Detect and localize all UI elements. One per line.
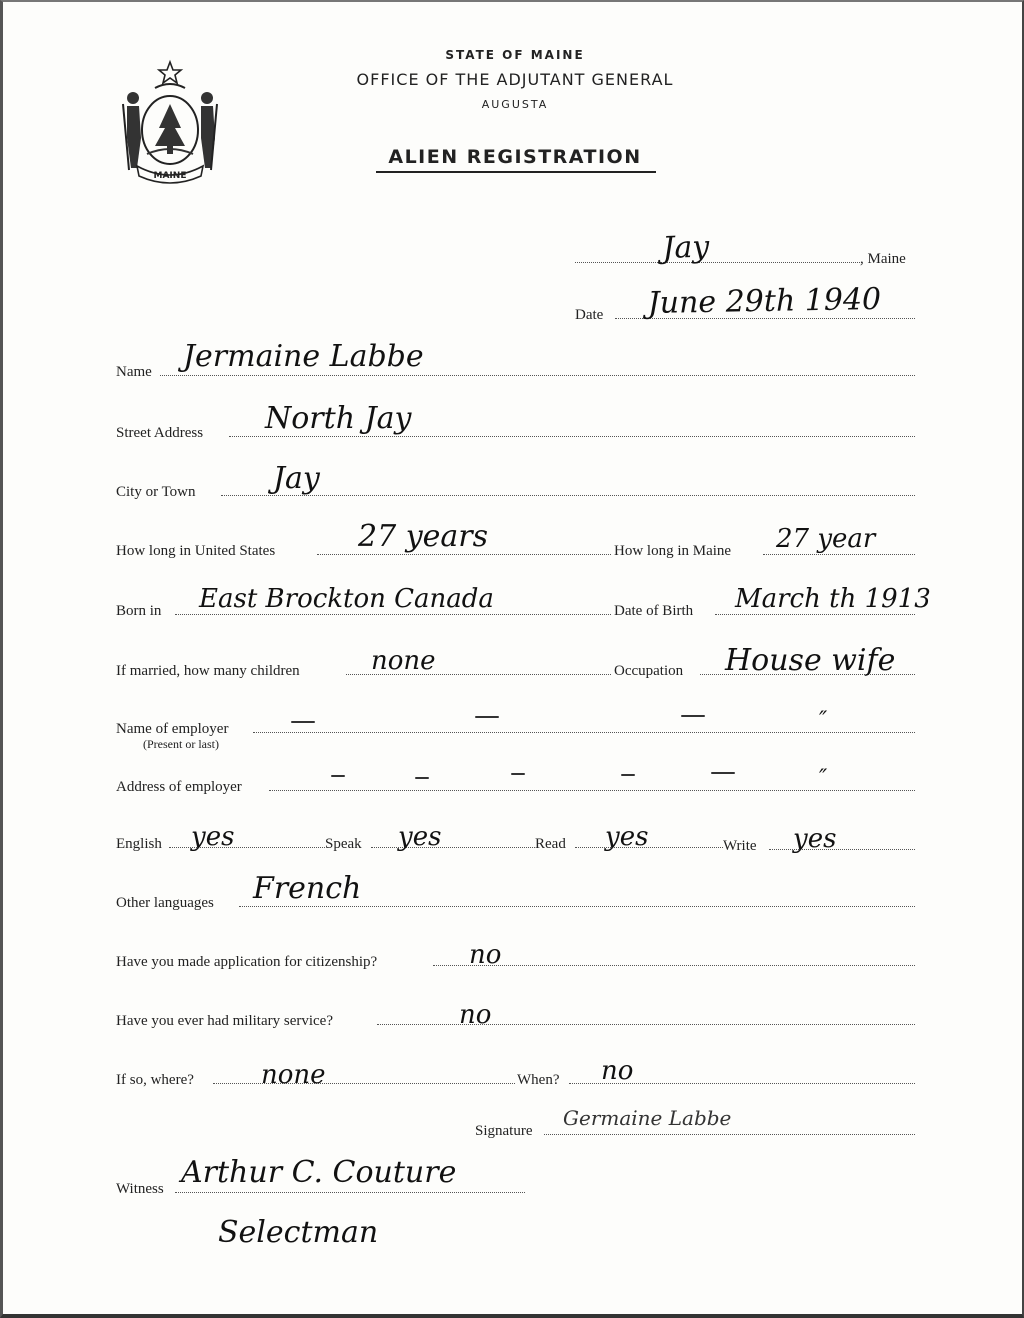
city-label: City or Town <box>116 484 196 500</box>
title-underline <box>376 171 656 173</box>
date-label: Date <box>575 307 604 323</box>
signature-value: Germaine Labbe <box>563 1106 732 1130</box>
signature-label: Signature <box>475 1123 533 1139</box>
street-label: Street Address <box>116 425 204 441</box>
ditto-dash <box>291 721 315 723</box>
form-title: ALIEN REGISTRATION <box>388 146 642 168</box>
signature-line <box>544 1134 915 1135</box>
children-label: If married, how many children <box>116 663 300 679</box>
employer-name-line <box>253 732 915 733</box>
header-state: STATE OF MAINE <box>445 48 585 62</box>
us-years-label: How long in United States <box>116 543 276 559</box>
witness-label: Witness <box>116 1181 164 1197</box>
speak-value: yes <box>398 822 442 852</box>
witness-title: Selectman <box>218 1215 379 1250</box>
where-line <box>213 1083 515 1084</box>
ditto-dash <box>415 777 429 779</box>
speak-label: Speak <box>325 836 362 852</box>
witness-line <box>175 1192 525 1193</box>
ditto-dash <box>621 774 635 776</box>
maine-years-line <box>763 554 915 555</box>
occupation-value: House wife <box>725 643 896 678</box>
witness-value: Arthur C. Couture <box>181 1155 457 1190</box>
ditto-dash <box>331 775 345 777</box>
when-label: When? <box>517 1072 560 1088</box>
other-languages-line <box>239 906 915 907</box>
where-value: none <box>261 1060 326 1090</box>
write-value: yes <box>793 824 837 854</box>
employer-name-label: Name of employer <box>116 721 229 737</box>
ditto-dash <box>711 772 735 774</box>
write-label: Write <box>723 838 757 854</box>
speak-line <box>371 847 535 848</box>
header-city: AUGUSTA <box>481 98 549 111</box>
street-line <box>229 436 915 437</box>
occupation-label: Occupation <box>614 663 684 679</box>
employer-name-sublabel: (Present or last) <box>143 737 219 751</box>
children-value: none <box>371 646 436 676</box>
where-label: If so, where? <box>116 1072 194 1088</box>
ditto-dash <box>681 715 705 717</box>
maine-years-label: How long in Maine <box>614 543 732 559</box>
street-value: North Jay <box>265 401 412 436</box>
write-line <box>769 849 915 850</box>
read-value: yes <box>605 822 649 852</box>
military-value: no <box>459 1000 492 1030</box>
maine-label: , Maine <box>860 251 906 267</box>
citizenship-label: Have you made application for citizenship? <box>116 954 378 970</box>
svg-text:MAINE: MAINE <box>153 171 187 181</box>
citizenship-line <box>433 965 915 966</box>
citizenship-value: no <box>469 940 502 970</box>
dob-value: March th 1913 <box>735 584 931 614</box>
employer-address-value: ″ <box>819 766 828 791</box>
name-label: Name <box>116 364 152 380</box>
us-years-line <box>317 554 611 555</box>
other-languages-label: Other languages <box>116 895 214 911</box>
place-value: Jay <box>661 229 710 266</box>
header-office: OFFICE OF THE ADJUTANT GENERAL <box>356 70 674 89</box>
read-line <box>575 847 723 848</box>
english-label: English <box>116 836 162 852</box>
employer-address-label: Address of employer <box>116 779 242 795</box>
born-label: Born in <box>116 603 162 619</box>
maine-years-value: 27 year <box>776 524 876 554</box>
read-label: Read <box>535 836 566 852</box>
dob-line <box>715 614 915 615</box>
born-line <box>175 614 611 615</box>
military-line <box>377 1024 915 1025</box>
city-value: Jay <box>273 461 320 496</box>
date-value: June 29th 1940 <box>647 281 882 321</box>
other-languages-value: French <box>253 871 362 906</box>
place-line <box>575 262 860 263</box>
ditto-dash <box>511 773 525 775</box>
name-value: Jermaine Labbe <box>183 339 424 374</box>
city-line <box>221 495 915 496</box>
military-label: Have you ever had military service? <box>116 1013 333 1029</box>
born-value: East Brockton Canada <box>199 584 494 614</box>
when-value: no <box>601 1056 634 1086</box>
us-years-value: 27 years <box>358 519 489 554</box>
employer-name-value: ″ <box>819 708 828 733</box>
dob-label: Date of Birth <box>614 603 694 619</box>
english-value: yes <box>191 822 235 852</box>
name-line <box>160 375 915 376</box>
ditto-dash <box>475 716 499 718</box>
